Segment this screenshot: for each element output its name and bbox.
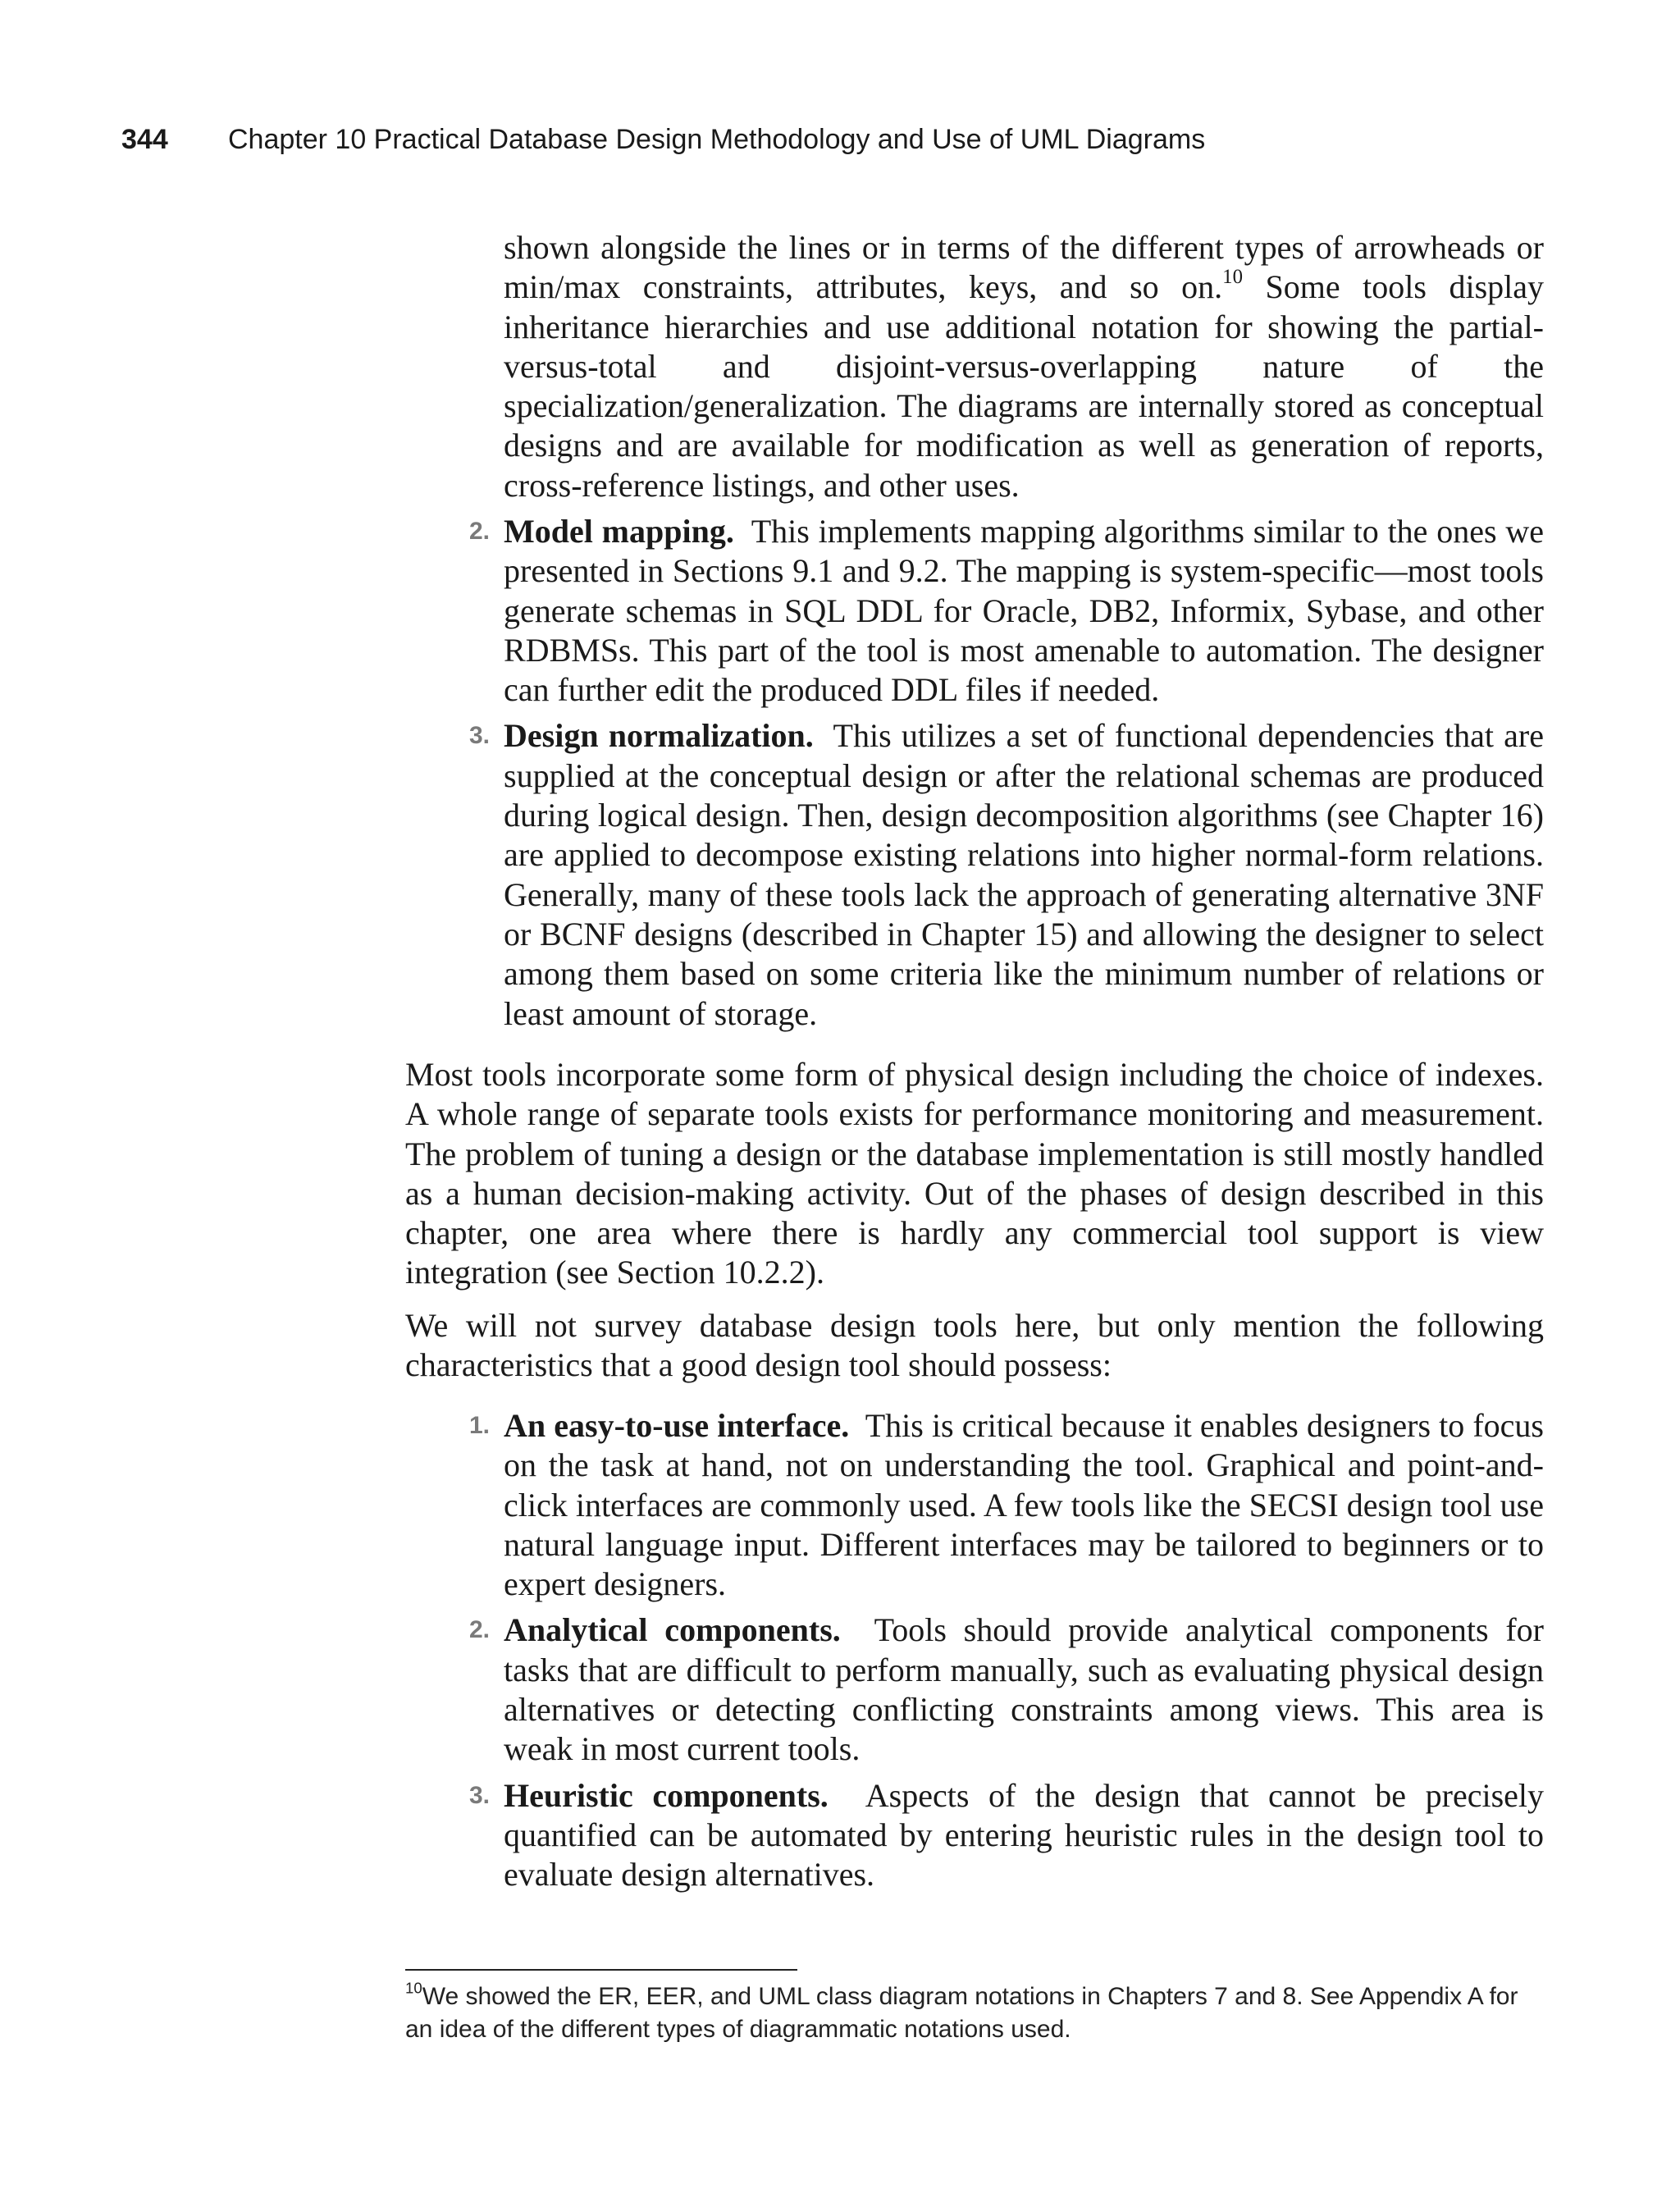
- chapter-title: Chapter 10 Practical Database Design Methodology and Use of UML Diagrams: [228, 124, 1206, 155]
- list-item-number: 1.: [469, 1412, 491, 1439]
- list-item-number: 3.: [469, 1781, 491, 1809]
- list-item-term: Design normalization.: [504, 717, 814, 755]
- list-item-number: 2.: [469, 1616, 491, 1644]
- footnote-reference: 10: [1222, 266, 1243, 289]
- tool-functions-list: [459, 512, 1544, 1040]
- list-item: [459, 716, 1544, 1033]
- list-item-term: Heuristic components.: [504, 1776, 829, 1814]
- list-item-text: This is critical because it enables designers to focus on the task at hand, not on understanding the tool. Graphical and point-and-click interfaces are commonly used. A few tools like the SECSI design tool use natural language input. Different interfaces may be tailored to beginners or to expert designers.: [504, 1407, 1544, 1603]
- list-item-text: Tools should provide analytical components for tasks that are difficult to perform manually, such as evaluating physical design alternatives or detecting conflicting constraints among views. This area is weak in most current tools.: [504, 1611, 1544, 1768]
- list-item-text: This utilizes a set of functional dependencies that are supplied at the conceptual design or after the relational schemas are produced during logical design. Then, design decomposition algorithms (see Chapter 16) are applied to decompose existing relations into higher normal-form relations. Generally, many of these tools lack the approach of generating alternative 3NF or BCNF designs (described in Chapter 15) and allowing the designer to select among them based on some criteria like the minimum number of relations or least amount of storage.: [504, 717, 1545, 1032]
- list-item-term: Model mapping.: [504, 513, 734, 550]
- tool-characteristics-list: [459, 1406, 1544, 1902]
- list-item: [459, 1776, 1544, 1895]
- list-item: [459, 512, 1544, 710]
- footnote-text: We showed the ER, EER, and UML class diagram notations in Chapters 7 and 8. See Appendix A for an idea of the different types of diagrammatic notations used.: [405, 1983, 1518, 2043]
- running-head: [121, 119, 1205, 160]
- list-item-term: An easy-to-use interface.: [504, 1407, 850, 1444]
- list-item-text: Aspects of the design that cannot be precisely quantified can be automated by entering heuristic rules in the design tool to evaluate design alternatives.: [504, 1776, 1544, 1894]
- list-item: [459, 1610, 1544, 1769]
- footnote-marker: 10: [405, 1979, 422, 1997]
- body-paragraph: We will not survey database design tools here, but only mention the following characteristics that a good design tool should possess:: [405, 1307, 1544, 1384]
- footnote: [405, 1980, 1544, 2046]
- footnote-divider: [405, 1969, 797, 1971]
- continuation-text-before: shown alongside the lines or in terms of the different types of arrowheads or min/max constraints, attributes, keys, and so on.: [504, 229, 1544, 306]
- list-item: [459, 1406, 1544, 1604]
- list-item-number: 2.: [469, 518, 491, 545]
- list-item-term: Analytical components.: [504, 1611, 841, 1649]
- continuation-text-after: Some tools display inheritance hierarchies and use additional notation for showing the partial-versus-total and disjoint-versus-overlapping nature of the specialization/generalization. The diagrams are internally stored as conceptual designs and are available for modification as well as generation of reports, cross-reference listings, and other uses.: [504, 268, 1545, 504]
- continuation-paragraph: [504, 228, 1544, 505]
- body-paragraph: Most tools incorporate some form of physical design including the choice of indexes. A whole range of separate tools exists for performance monitoring and measurement. The problem of tuning a design or the database implementation is still mostly handled as a human decision-making activity. Out of the phases of design described in this chapter, one area where there is hardly any commercial tool support is view integration (see Section 10.2.2).: [405, 1056, 1544, 1291]
- page-number: 344: [121, 124, 168, 155]
- list-item-number: 3.: [469, 722, 491, 750]
- list-item-text: This implements mapping algorithms similar to the ones we presented in Sections 9.1 and 9.2. The mapping is system-specific—most tools generate schemas in SQL DDL for Oracle, DB2, Informix, Sybase, and other RDBMSs. This part of the tool is most amenable to automation. The designer can further edit the produced DDL files if needed.: [504, 513, 1544, 709]
